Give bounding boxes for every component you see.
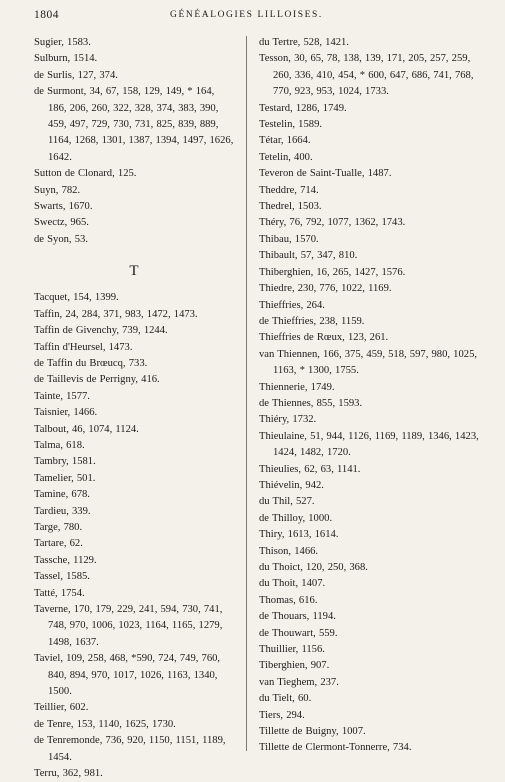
index-entry: du Thoict, 120, 250, 368.: [259, 562, 368, 573]
index-entry: de Thiennes, 855, 1593.: [259, 397, 363, 409]
index-entry: Tetelin, 400.: [259, 151, 313, 163]
index-entry: Tardieu, 339.: [34, 505, 91, 517]
index-entry: du Thoit, 1407.: [259, 578, 326, 590]
index-entry: Taisnier, 1466.: [34, 407, 98, 419]
index-entry: Teveron de Saint-Tualle, 1487.: [259, 168, 392, 180]
index-entry: Theddre, 714.: [259, 184, 319, 196]
index-entry: Suyn, 782.: [34, 184, 81, 196]
index-entry: Thiévelin, 942.: [259, 479, 324, 491]
index-entry: Sulburn, 1514.: [34, 53, 98, 65]
index-entry: de Surlis, 127, 374.: [34, 69, 118, 81]
index-entry: Thomas, 616.: [259, 594, 318, 606]
index-entry: Testelin, 1589.: [259, 119, 323, 131]
index-entry: du Tielt, 60.: [259, 693, 312, 705]
left-entries-after: [34, 290, 234, 782]
index-entry: Thibau, 1570.: [259, 233, 319, 245]
index-entry: de Tenremonde, 736, 920, 1150, 1151, 1189, 1454.: [34, 735, 226, 763]
index-entry: de Surmont, 34, 67, 158, 129, 149, * 164, 186, 206, 260, 322, 328, 374, 383, 390, 459, 497, 729, 730, 731, 825, 839, 889, 1164, 1268, 1301, 1387, 1394, 1497, 1626, 1642.: [34, 86, 234, 163]
index-entry: Thieulaine, 51, 944, 1126, 1169, 1189, 1346, 1423, 1424, 1482, 1720.: [259, 430, 479, 459]
left-entries-before: [34, 35, 234, 248]
index-entry: van Tieghem, 237.: [259, 676, 339, 688]
index-entry: Tartare, 62.: [34, 538, 83, 550]
index-entry: Thuillier, 1156.: [259, 644, 325, 656]
left-column: [34, 35, 234, 782]
index-entry: Tillette de Clermont-Tonnerre, 734.: [259, 742, 412, 754]
page-number: 1804: [34, 9, 59, 21]
index-entry: Thiry, 1613, 1614.: [259, 529, 339, 541]
index-entry: Taffin, 24, 284, 371, 983, 1472, 1473.: [34, 308, 198, 320]
index-entry: Thiennerie, 1749.: [259, 381, 335, 393]
index-entry: Swectz, 965.: [34, 217, 89, 229]
index-entry: Taviel, 109, 258, 468, *590, 724, 749, 760, 840, 894, 970, 1017, 1026, 1163, 1340, 1500.: [34, 653, 221, 698]
index-entry: Sutton de Clonard, 125.: [34, 168, 137, 180]
index-entry: Tiers, 294.: [259, 709, 305, 721]
index-entry: Théry, 76, 792, 1077, 1362, 1743.: [259, 217, 406, 229]
index-entry: du Tertre, 528, 1421.: [259, 37, 350, 48]
index-entry: de Tenre, 153, 1140, 1625, 1730.: [34, 718, 176, 730]
index-entry: Teillier, 602.: [34, 702, 89, 714]
index-entry: Thedrel, 1503.: [259, 201, 322, 213]
index-entry: de Thieffries, 238, 1159.: [259, 315, 365, 327]
index-entry: Thiberghien, 16, 265, 1427, 1576.: [259, 266, 406, 278]
index-entry: Tambry, 1581.: [34, 456, 96, 468]
index-entry: Taverne, 170, 179, 229, 241, 594, 730, 741, 748, 970, 1006, 1023, 1164, 1165, 1279, 1498, 1637.: [34, 604, 223, 648]
index-entry: Testard, 1286, 1749.: [259, 102, 347, 114]
right-column: [259, 35, 481, 757]
index-entry: Thieffries, 264.: [259, 299, 325, 311]
right-entries: [259, 35, 481, 757]
index-entry: de Thouwart, 559.: [259, 627, 338, 639]
index-entry: du Thil, 527.: [259, 496, 315, 508]
index-entry: de Thouars, 1194.: [259, 611, 336, 623]
index-entry: Terru, 362, 981.: [34, 768, 103, 780]
index-entry: Tétar, 1664.: [259, 135, 311, 147]
index-entry: Taffin de Givenchy, 739, 1244.: [34, 325, 168, 337]
index-entry: Tatté, 1754.: [34, 587, 85, 599]
index-entry: Thiéry, 1732.: [259, 414, 317, 426]
index-entry: Tillette de Buigny, 1007.: [259, 726, 366, 738]
index-entry: Talbout, 46, 1074, 1124.: [34, 423, 139, 435]
index-entry: Tesson, 30, 65, 78, 138, 139, 171, 205, 257, 259, 260, 336, 410, 454, * 600, 647, 686, 741, 768, 770, 923, 953, 1024, 1733.: [259, 53, 474, 98]
column-divider: [246, 36, 247, 751]
index-entry: Thison, 1466.: [259, 545, 319, 557]
index-entry: Tiberghien, 907.: [259, 660, 330, 672]
index-entry: Tacquet, 154, 1399.: [34, 292, 119, 304]
index-entry: Tamelier, 501.: [34, 472, 96, 484]
index-entry: de Taffin du Brœucq, 733.: [34, 357, 148, 369]
index-entry: de Thilloy, 1000.: [259, 512, 333, 524]
index-entry: de Syon, 53.: [34, 233, 88, 245]
index-entry: Targe, 780.: [34, 521, 83, 533]
index-entry: Sugier, 1583.: [34, 37, 91, 48]
index-entry: Thiedre, 230, 776, 1022, 1169.: [259, 283, 392, 295]
index-entry: Tassche, 1129.: [34, 554, 97, 566]
section-letter: T: [129, 263, 139, 280]
index-entry: Taffin d'Heursel, 1473.: [34, 341, 133, 353]
index-entry: Talma, 618.: [34, 439, 85, 451]
index-entry: Thibault, 57, 347, 810.: [259, 250, 358, 262]
index-entry: Swarts, 1670.: [34, 201, 93, 213]
index-entry: Tassel, 1585.: [34, 571, 90, 583]
running-title: GÉNÉALOGIES LILLOISES.: [170, 10, 323, 20]
index-entry: Thieulies, 62, 63, 1141.: [259, 463, 361, 475]
index-entry: Tamine, 678.: [34, 489, 90, 501]
index-entry: van Thiennen, 166, 375, 459, 518, 597, 980, 1025, 1163, * 1300, 1755.: [259, 348, 478, 377]
index-entry: Thieffries de Rœux, 123, 261.: [259, 332, 389, 344]
index-entry: Tainte, 1577.: [34, 390, 90, 402]
index-entry: de Taillevis de Perrigny, 416.: [34, 374, 160, 386]
